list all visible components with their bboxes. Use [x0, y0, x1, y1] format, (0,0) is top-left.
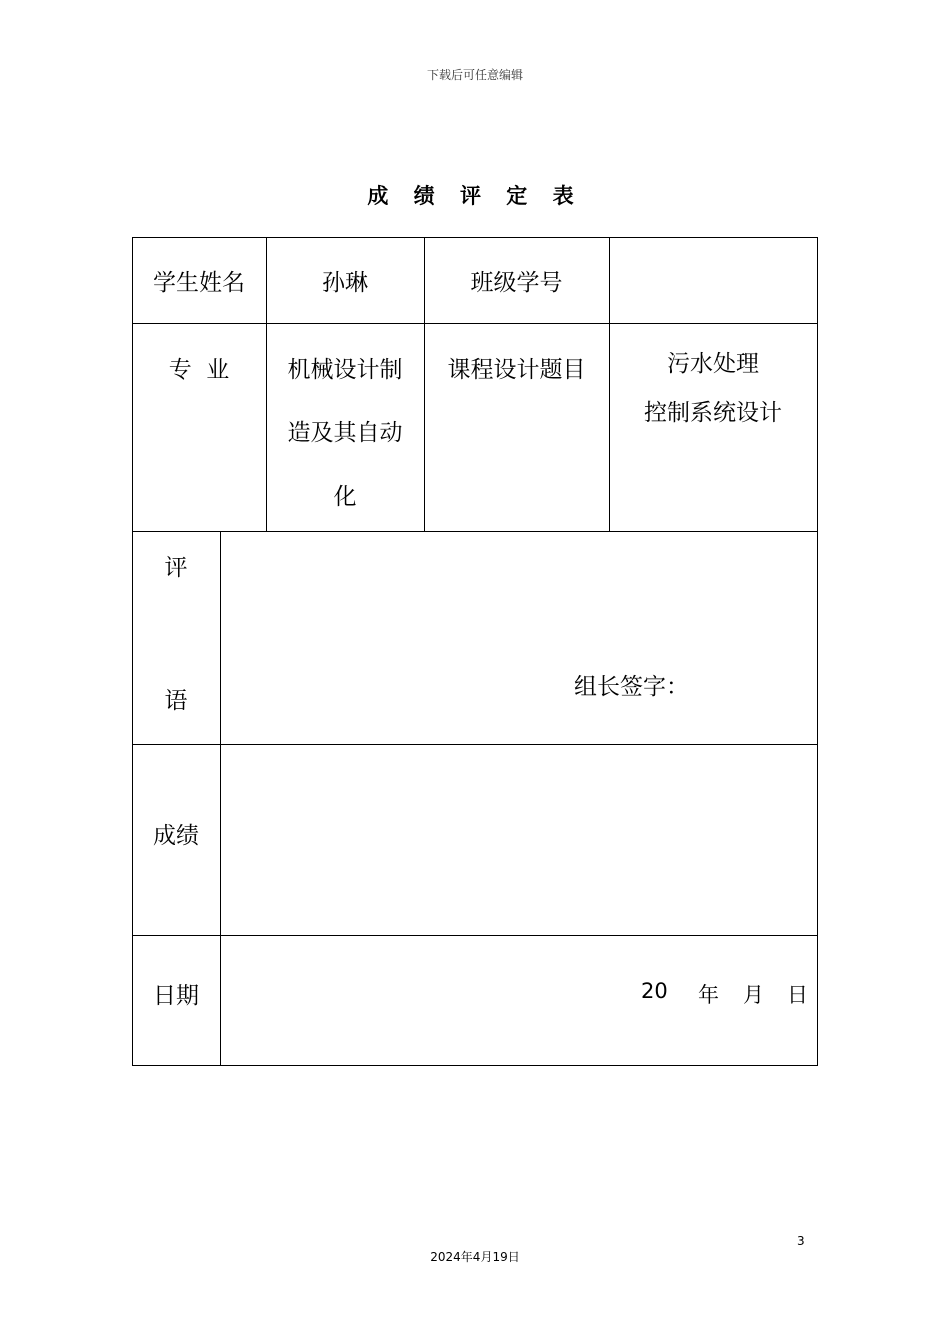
- date-month: 月: [743, 983, 764, 1007]
- student-name-value: 孙琳: [322, 270, 368, 296]
- date-year: 年: [698, 983, 719, 1007]
- page-header: 下载后可任意编辑: [426, 68, 523, 82]
- date-day: 日: [787, 983, 808, 1007]
- page-number: 3: [797, 1234, 805, 1248]
- topic-value-line: 污水处理: [667, 351, 759, 377]
- table-border: [132, 237, 818, 238]
- date-year-prefix: 20: [641, 979, 668, 1003]
- table-border: [132, 531, 818, 532]
- major-value-line: 化: [333, 484, 357, 510]
- major-label: 专 业: [168, 357, 230, 383]
- student-name-label: 学生姓名: [153, 270, 245, 296]
- table-border: [132, 1065, 818, 1066]
- table-border: [132, 323, 818, 324]
- table-border: [817, 237, 818, 1066]
- page-title: 成 绩 评 定 表: [367, 184, 583, 208]
- leader-signature-label: 组长签字：: [574, 674, 689, 700]
- date-label: 日期: [153, 983, 199, 1009]
- table-border: [132, 935, 818, 936]
- table-border: [609, 237, 610, 532]
- table-border: [220, 531, 221, 1066]
- topic-label: 课程设计题目: [447, 357, 586, 383]
- comment-label-top: 评: [164, 555, 188, 581]
- grade-label: 成绩: [153, 823, 199, 849]
- major-value-line: 机械设计制: [287, 357, 403, 383]
- topic-value-line: 控制系统设计: [644, 400, 782, 426]
- class-id-label: 班级学号: [470, 270, 563, 296]
- major-value-line: 造及其自动: [287, 420, 403, 446]
- comment-label-bottom: 语: [164, 688, 188, 714]
- footer-date: 2024年4月19日: [430, 1250, 520, 1264]
- table-border: [132, 744, 818, 745]
